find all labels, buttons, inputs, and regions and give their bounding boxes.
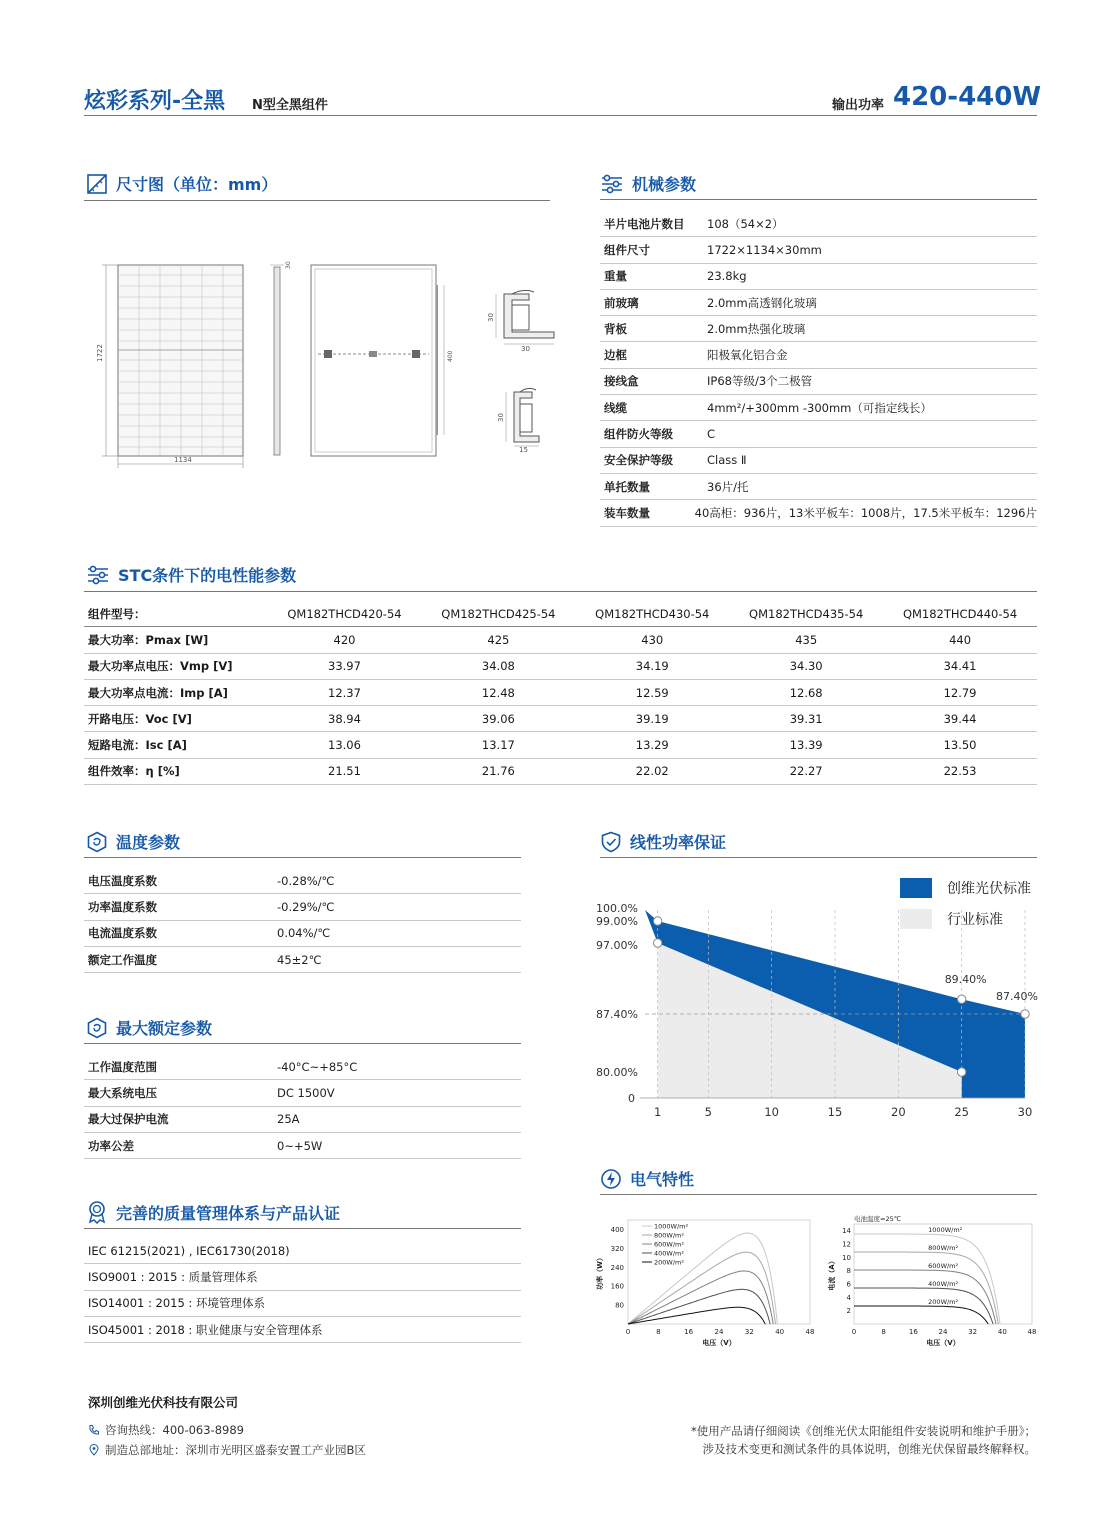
- plot-frame: [854, 1224, 1032, 1324]
- iv-series-line: [854, 1306, 988, 1324]
- mechanical-value: 23.8kg: [707, 269, 747, 284]
- section-stc-label: STC条件下的电性能参数: [118, 566, 297, 585]
- section-quality-divider: [84, 1228, 521, 1229]
- dim-profile2-width-label: 15: [519, 446, 528, 454]
- mechanical-key: 组件防火等级: [604, 427, 673, 442]
- dim-width-label: 1134: [174, 456, 192, 464]
- temperature-table: [84, 868, 521, 973]
- x-tick-label: 0: [625, 1328, 631, 1336]
- mechanical-value: Class Ⅱ: [707, 453, 747, 468]
- x-tick-label: 5: [704, 1105, 712, 1119]
- section-mechanical-title: [600, 172, 696, 195]
- point-label: 87.40%: [996, 990, 1038, 1003]
- page-subtitle: N型全黑组件: [252, 98, 328, 113]
- y-tick-label: 6: [846, 1280, 851, 1289]
- rating-key: 最大系统电压: [88, 1085, 157, 1100]
- section-quality-title: [86, 1200, 340, 1224]
- x-tick-label: 30: [1017, 1105, 1033, 1119]
- x-tick-label: 40: [775, 1328, 785, 1336]
- footer-hotline: [88, 1422, 244, 1438]
- stc-value: 34.19: [635, 659, 669, 674]
- stc-row: [84, 627, 1037, 653]
- y-tick-label: 10: [842, 1253, 851, 1262]
- stc-value: 13.17: [481, 738, 515, 753]
- award-icon: [86, 1200, 108, 1224]
- power-label: 输出功率: [832, 98, 885, 113]
- stc-value: 430: [641, 632, 664, 647]
- section-ratings-title: [86, 1016, 212, 1039]
- ratings-table: [84, 1054, 521, 1159]
- iv-curve-chart: [822, 1212, 1044, 1350]
- x-tick-label: 16: [684, 1328, 694, 1336]
- y-tick-label: 240: [610, 1263, 624, 1272]
- stc-model-name: QM182THCD425-54: [441, 606, 556, 621]
- rating-key: 工作温度范围: [88, 1059, 157, 1074]
- section-temperature-label: 温度参数: [116, 833, 181, 852]
- stc-value: 21.51: [328, 764, 361, 779]
- mechanical-key: 半片电池片数目: [604, 216, 685, 231]
- stc-row: [84, 680, 1037, 706]
- temperature-row: [84, 868, 521, 894]
- mechanical-row: [600, 474, 1037, 500]
- mechanical-row: [600, 264, 1037, 290]
- x-tick-label: 10: [764, 1105, 779, 1119]
- mechanical-row: [600, 369, 1037, 395]
- stc-value: 22.53: [943, 764, 977, 779]
- rating-row: [84, 1133, 521, 1159]
- stc-value: 13.50: [943, 738, 977, 753]
- iv-series-line: [854, 1234, 1000, 1324]
- temperature-value: -0.28%/℃: [277, 873, 335, 888]
- x-tick-label: 8: [881, 1328, 886, 1336]
- y-tick-label: 160: [610, 1282, 624, 1291]
- legend-industry-label: 行业标准: [947, 912, 1003, 928]
- data-point: [957, 1068, 965, 1076]
- stc-value: 12.48: [481, 685, 515, 700]
- warranty-chart: [590, 895, 1050, 1130]
- stc-value: 39.19: [635, 711, 669, 726]
- mechanical-value: 40高柜：936片，13米平板车：1008片，17.5米平板车：1296片: [694, 505, 1037, 520]
- stc-model-name: QM182THCD435-54: [749, 606, 864, 621]
- stc-key: 最大功率点电流：Imp [A]: [88, 685, 228, 700]
- rating-row: [84, 1080, 521, 1106]
- temperature-row: [84, 921, 521, 947]
- x-tick-label: 16: [908, 1328, 918, 1336]
- x-tick-label: 48: [805, 1328, 815, 1336]
- footer-address: [88, 1442, 366, 1458]
- mechanical-row: [600, 290, 1037, 316]
- section-dimension-divider: [84, 200, 550, 201]
- section-ratings-label: 最大额定参数: [116, 1019, 213, 1038]
- section-mechanical-label: 机械参数: [632, 175, 697, 194]
- shield-rating-icon: [86, 1017, 108, 1039]
- stc-value: 440: [949, 632, 972, 647]
- x-tick-label: 48: [1027, 1328, 1037, 1336]
- stc-value: 21.76: [481, 764, 515, 779]
- rating-value: DC 1500V: [277, 1085, 335, 1100]
- shield-temperature-icon: [86, 831, 108, 853]
- mechanical-key: 安全保护等级: [604, 453, 673, 468]
- chart-title: 电池温度=25℃: [854, 1215, 902, 1223]
- section-ratings-divider: [84, 1043, 521, 1044]
- certification-item: ISO45001 : 2018 : 职业健康与安全管理体系: [84, 1317, 521, 1343]
- mechanical-row: [600, 211, 1037, 237]
- stc-value: 34.30: [789, 659, 823, 674]
- section-electrical-label: 电气特性: [630, 1170, 695, 1189]
- mechanical-value: 1722×1134×30mm: [707, 242, 822, 257]
- stc-row: [84, 759, 1037, 785]
- dim-thickness-label: 30: [285, 261, 292, 269]
- mechanical-value: 2.0mm高透钢化玻璃: [707, 295, 817, 310]
- rating-row: [84, 1054, 521, 1080]
- y-tick-label: 2: [846, 1307, 851, 1316]
- pv-series-line: [628, 1271, 773, 1324]
- stc-row: [84, 706, 1037, 732]
- mechanical-row: [600, 500, 1037, 526]
- section-warranty-label: 线性功率保证: [630, 833, 727, 852]
- data-point: [957, 995, 965, 1003]
- stc-key: 组件效率：η [%]: [88, 764, 180, 779]
- pv-series-line: [628, 1233, 777, 1324]
- certification-item: ISO14001 : 2015 : 环境管理体系: [84, 1291, 521, 1317]
- lightning-icon: [600, 1168, 622, 1190]
- section-electrical-title: [600, 1167, 694, 1190]
- stc-table: [84, 601, 1037, 785]
- temperature-row: [84, 947, 521, 973]
- section-stc-title: [86, 563, 296, 586]
- stc-value: 39.06: [481, 711, 515, 726]
- stc-value: 420: [333, 632, 356, 647]
- section-mechanical-divider: [600, 199, 1037, 200]
- stc-value: 39.31: [789, 711, 823, 726]
- certification-item: IEC 61215(2021) , IEC61730(2018): [84, 1238, 521, 1264]
- y-tick-label: 80.00%: [596, 1066, 638, 1079]
- stc-value: 13.29: [635, 738, 669, 753]
- mechanical-key: 接线盒: [604, 374, 639, 389]
- x-tick-label: 25: [954, 1105, 969, 1119]
- certification-item: ISO9001 : 2015 : 质量管理体系: [84, 1264, 521, 1290]
- page-title: 炫彩系列-全黑: [84, 89, 226, 114]
- phone-icon: [88, 1424, 100, 1436]
- footer-address-text: 制造总部地址：深圳市光明区盛泰安置工产业园B区: [105, 1443, 366, 1457]
- legend-company-label: 创维光伏标准: [947, 881, 1031, 897]
- stc-header-row: [84, 601, 1037, 627]
- power-value: 420-440W: [893, 82, 1042, 112]
- mechanical-key: 组件尺寸: [604, 242, 650, 257]
- rating-key: 最大过保护电流: [88, 1112, 169, 1127]
- section-dimension-label: 尺寸图（单位：mm）: [116, 175, 278, 194]
- y-tick-label: 8: [846, 1267, 851, 1276]
- legend-label: 1000W/m²: [654, 1222, 689, 1231]
- x-tick-label: 24: [938, 1328, 948, 1336]
- stc-value: 13.06: [328, 738, 361, 753]
- stc-value: 12.68: [789, 685, 823, 700]
- rating-row: [84, 1107, 521, 1133]
- y-tick-label: 4: [846, 1293, 851, 1302]
- dim-height-label: 1722: [96, 344, 104, 362]
- temperature-value: -0.29%/℃: [277, 899, 335, 914]
- data-point: [653, 917, 661, 925]
- stc-header-key: 组件型号：: [88, 606, 146, 621]
- stc-value: 12.37: [328, 685, 361, 700]
- curve-label: 400W/m²: [928, 1280, 959, 1288]
- footer-note-1: *使用产品请仔细阅读《创维光伏太阳能组件安装说明和维护手册》；: [691, 1424, 1036, 1438]
- y-tick-label: 99.00%: [596, 915, 638, 928]
- curve-label: 200W/m²: [928, 1298, 959, 1306]
- sliders-icon: [600, 173, 624, 195]
- mechanical-row: [600, 237, 1037, 263]
- legend-label: 600W/m²: [654, 1240, 684, 1249]
- temperature-value: 0.04%/℃: [277, 926, 331, 941]
- stc-row: [84, 732, 1037, 758]
- x-tick-label: 24: [714, 1328, 724, 1336]
- sliders-icon: [86, 564, 110, 586]
- location-pin-icon: [88, 1444, 100, 1456]
- stc-value: 425: [487, 632, 510, 647]
- iv-series-line: [854, 1270, 996, 1324]
- section-electrical-divider: [600, 1194, 1037, 1195]
- temperature-key: 功率温度系数: [88, 899, 157, 914]
- stc-key: 开路电压：Voc [V]: [88, 711, 192, 726]
- y-tick-label: 0: [628, 1092, 635, 1105]
- stc-value: 435: [795, 632, 818, 647]
- temperature-key: 电压温度系数: [88, 873, 157, 888]
- stc-key: 最大功率：Pmax [W]: [88, 632, 209, 647]
- stc-row: [84, 654, 1037, 680]
- data-point: [653, 939, 661, 947]
- stc-model-name: QM182THCD430-54: [595, 606, 710, 621]
- stc-model-name: QM182THCD420-54: [287, 606, 402, 621]
- point-label: 89.40%: [944, 973, 987, 987]
- x-tick-label: 0: [851, 1328, 857, 1336]
- y-axis-label: 电流（A）: [828, 1257, 836, 1291]
- stc-key: 最大功率点电压：Vmp [V]: [88, 659, 233, 674]
- x-tick-label: 1: [654, 1105, 662, 1119]
- legend-label: 200W/m²: [654, 1258, 684, 1267]
- stc-value: 38.94: [328, 711, 361, 726]
- curve-label: 800W/m²: [928, 1244, 959, 1252]
- curve-label: 600W/m²: [928, 1262, 959, 1270]
- mechanical-key: 装车数量: [604, 505, 650, 520]
- y-tick-label: 400: [610, 1225, 624, 1234]
- mechanical-value: 108（54×2）: [707, 216, 784, 231]
- stc-value: 22.27: [789, 764, 823, 779]
- mechanical-row: [600, 448, 1037, 474]
- stc-model-name: QM182THCD440-54: [902, 606, 1018, 621]
- quality-list: [84, 1238, 521, 1343]
- mechanical-key: 前玻璃: [604, 295, 639, 310]
- y-tick-label: 12: [842, 1240, 851, 1249]
- rating-value: 0~+5W: [277, 1138, 323, 1153]
- y-tick-label: 97.00%: [596, 939, 638, 952]
- mechanical-row: [600, 342, 1037, 368]
- rating-key: 功率公差: [88, 1138, 134, 1153]
- y-tick-label: 87.40%: [596, 1008, 638, 1021]
- x-tick-label: 8: [656, 1328, 661, 1336]
- x-axis-label: 电压（V）: [926, 1339, 960, 1347]
- shield-check-icon: [600, 831, 622, 853]
- dim-profile1-height-label: 30: [487, 313, 495, 322]
- mechanical-row: [600, 395, 1037, 421]
- mechanical-row: [600, 421, 1037, 447]
- header-divider: [84, 115, 1037, 116]
- y-tick-label: 320: [610, 1244, 624, 1253]
- section-warranty-divider: [600, 857, 1037, 858]
- stc-value: 13.39: [789, 738, 823, 753]
- dimension-drawing: [84, 250, 564, 480]
- mechanical-key: 重量: [604, 269, 627, 284]
- legend-label: 800W/m²: [654, 1231, 684, 1240]
- dim-profile2-height-label: 30: [497, 413, 505, 422]
- section-dimension-title: [86, 172, 277, 195]
- stc-value: 22.02: [635, 764, 669, 779]
- mechanical-value: 36片/托: [707, 479, 749, 494]
- x-tick-label: 15: [827, 1105, 843, 1119]
- section-quality-label: 完善的质量管理体系与产品认证: [116, 1203, 341, 1223]
- legend-label: 400W/m²: [654, 1249, 684, 1258]
- rating-value: -40°C~+85°C: [277, 1059, 358, 1074]
- stc-value: 33.97: [328, 659, 361, 674]
- curve-label: 1000W/m²: [928, 1226, 963, 1234]
- stc-value: 12.79: [943, 685, 977, 700]
- x-axis-label: 电压（V）: [702, 1339, 736, 1347]
- y-tick-label: 14: [842, 1227, 851, 1236]
- x-tick-label: 20: [891, 1105, 906, 1119]
- mechanical-value: C: [707, 427, 716, 442]
- stc-value: 34.08: [481, 659, 515, 674]
- rating-value: 25A: [277, 1112, 300, 1127]
- mechanical-table: [600, 211, 1037, 527]
- temperature-value: 45±2℃: [277, 952, 322, 967]
- mechanical-row: [600, 316, 1037, 342]
- temperature-key: 电流温度系数: [88, 926, 157, 941]
- section-temperature-divider: [84, 857, 521, 858]
- section-warranty-title: [600, 830, 726, 853]
- dim-profile1-width-label: 30: [521, 345, 530, 353]
- mechanical-value: 2.0mm热强化玻璃: [707, 321, 806, 336]
- footer-note-2: 涉及技术变更和测试条件的具体说明，创维光伏保留最终解释权。: [702, 1442, 1036, 1456]
- mechanical-value: 阳极氧化铝合金: [707, 348, 788, 363]
- stc-value: 34.41: [943, 659, 977, 674]
- y-tick-label: 80: [615, 1301, 624, 1310]
- mechanical-key: 边框: [604, 348, 627, 363]
- mechanical-key: 单托数量: [604, 479, 650, 494]
- stc-value: 12.59: [635, 685, 669, 700]
- mechanical-value: IP68等级/3个二极管: [707, 374, 813, 389]
- mechanical-key: 线缆: [604, 400, 627, 415]
- stc-key: 短路电流：Isc [A]: [88, 738, 187, 753]
- data-point: [1021, 1010, 1029, 1018]
- mechanical-value: 4mm²/+300mm -300mm（可指定线长）: [707, 400, 932, 415]
- footer-company: 深圳创维光伏科技有限公司: [88, 1395, 239, 1410]
- pv-curve-chart: [590, 1212, 820, 1350]
- temperature-row: [84, 894, 521, 920]
- dim-cable-label: 400: [447, 350, 454, 362]
- footer-hotline-text: 咨询热线：400-063-8989: [105, 1423, 244, 1437]
- temperature-key: 额定工作温度: [88, 952, 157, 967]
- mechanical-key: 背板: [604, 321, 627, 336]
- section-stc-divider: [84, 591, 1037, 592]
- y-axis-label: 功率（W）: [596, 1254, 604, 1290]
- x-tick-label: 32: [968, 1328, 978, 1336]
- x-tick-label: 40: [997, 1328, 1007, 1336]
- x-tick-label: 32: [744, 1328, 754, 1336]
- stc-value: 39.44: [943, 711, 977, 726]
- y-tick-label: 100.0%: [596, 902, 638, 915]
- section-temperature-title: [86, 830, 180, 853]
- ruler-icon: [86, 173, 108, 195]
